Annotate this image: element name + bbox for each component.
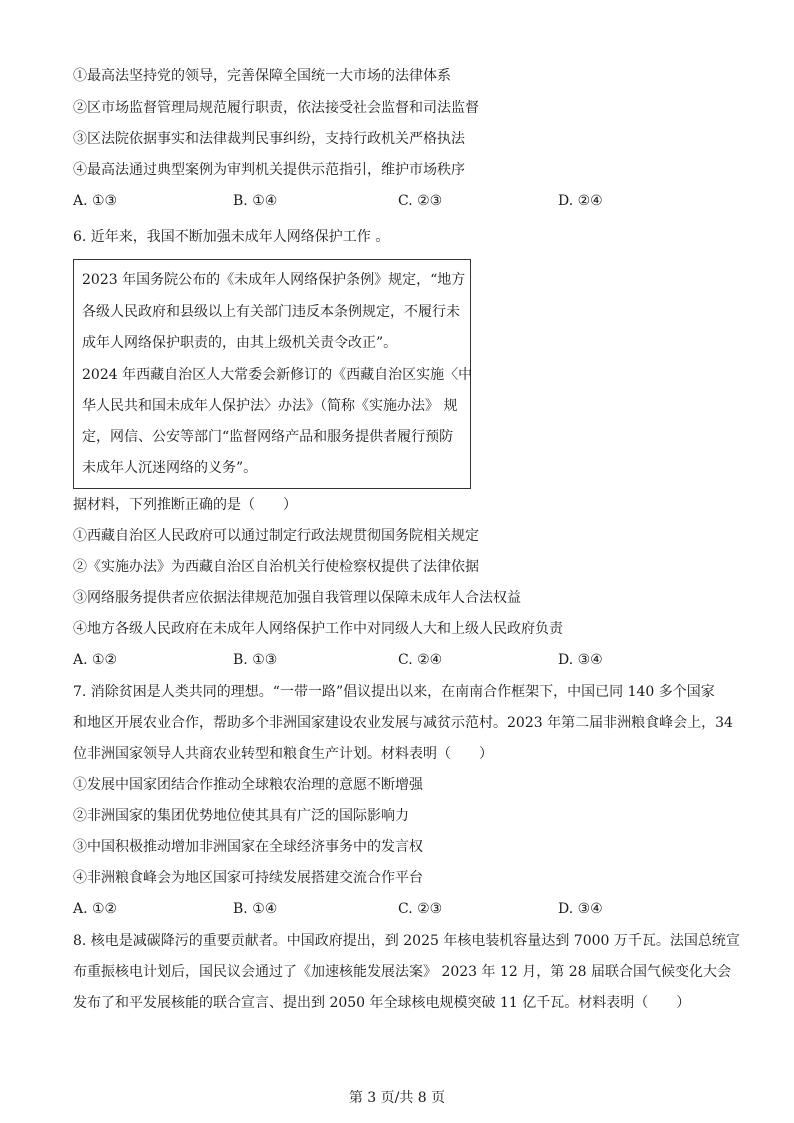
material-line: 各级人民政府和县级以上有关部门违反本条例规定，不履行未 [82, 304, 460, 320]
option-a: A. ①② [73, 901, 118, 917]
q6-question: 据材料，下列推断正确的是（ ） [73, 497, 297, 513]
q7-item-4: ④非洲粮食峰会为地区国家可持续发展搭建交流合作平台 [73, 870, 423, 886]
q7-stem-line-3: 位非洲国家领导人共商农业转型和粮食生产计划。材料表明（ ） [73, 746, 493, 762]
q7-item-1: ①发展中国家团结合作推动全球粮农治理的意愿不断增强 [73, 777, 423, 793]
option-c: C. ②③ [398, 193, 443, 209]
q6-stem: 6. 近年来，我国不断加强未成年人网络保护工作 。 [73, 229, 390, 245]
q5-options [73, 191, 733, 211]
q7-stem-line-1: 7. 消除贫困是人类共同的理想。“一带一路”倡议提出以来，在南南合作框架下，中国已同 140 多个国家 [73, 684, 715, 700]
q8-stem-line-2: 布重振核电计划后，国民议会通过了《加速核能发展法案》 2023 年 12 月，第 28 届联合国气候变化大会 [73, 964, 731, 980]
q5-item-2: ②区市场监督管理局规范履行职责，依法接受社会监督和司法监督 [73, 100, 479, 116]
q7-item-3: ③中国积极推动增加非洲国家在全球经济事务中的发言权 [73, 839, 423, 855]
option-a: A. ①③ [73, 193, 118, 209]
q6-item-3: ③网络服务提供者应依据法律规范加强自我管理以保障未成年人合法权益 [73, 590, 521, 606]
q8-stem-line-1: 8. 核电是减碳降污的重要贡献者。中国政府提出，到 2025 年核电装机容量达到 7000 万千瓦。法国总统宣 [73, 933, 740, 949]
material-line: 2024 年西藏自治区人大常委会新修订的《西藏自治区实施〈中 [82, 367, 473, 383]
material-line: 定，网信、公安等部门“监督网络产品和服务提供者履行预防 [82, 429, 454, 445]
option-a: A. ①② [73, 652, 118, 668]
option-d: D. ③④ [558, 652, 603, 668]
q6-item-2: ②《实施办法》为西藏自治区自治机关行使检察权提供了法律依据 [73, 559, 479, 575]
option-c: C. ②④ [398, 652, 443, 668]
q5-item-3: ③区法院依据事实和法律裁判民事纠纷，支持行政机关严格执法 [73, 131, 465, 147]
material-line: 华人民共和国未成年人保护法〉办法》（简称《实施办法》 规 [82, 398, 458, 414]
q6-item-1: ①西藏自治区人民政府可以通过制定行政法规贯彻国务院相关规定 [73, 528, 479, 544]
option-b: B. ①④ [233, 901, 278, 917]
q7-options [73, 899, 733, 919]
q5-item-1: ①最高法坚持党的领导，完善保障全国统一大市场的法律体系 [73, 68, 451, 84]
option-c: C. ②③ [398, 901, 443, 917]
material-line: 2023 年国务院公布的《未成年人网络保护条例》规定，“地方 [82, 272, 466, 288]
q5-item-4: ④最高法通过典型案例为审判机关提供示范指引，维护市场秩序 [73, 162, 465, 178]
option-b: B. ①③ [233, 652, 278, 668]
q7-stem-line-2: 和地区开展农业合作，帮助多个非洲国家建设农业发展与减贫示范村。2023 年第二届非洲粮食峰会上，34 [73, 715, 733, 731]
page-number: 第 3 页/共 8 页 [348, 1090, 446, 1106]
q7-item-2: ②非洲国家的集团优势地位使其具有广泛的国际影响力 [73, 808, 409, 824]
material-line: 成年人网络保护职责的，由其上级机关责令改正”。 [82, 335, 398, 351]
q6-options [73, 650, 733, 670]
option-d: D. ②④ [558, 193, 603, 209]
option-b: B. ①④ [233, 193, 278, 209]
q6-material-box [73, 259, 471, 489]
q6-item-4: ④地方各级人民政府在未成年人网络保护工作中对同级人大和上级人民政府负责 [73, 621, 563, 637]
material-line: 未成年人沉迷网络的义务”。 [82, 460, 258, 476]
q8-stem-line-3: 发布了和平发展核能的联合宣言、提出到 2050 年全球核电规模突破 11 亿千瓦。材料表明（ ） [73, 995, 691, 1011]
option-d: D. ③④ [558, 901, 603, 917]
